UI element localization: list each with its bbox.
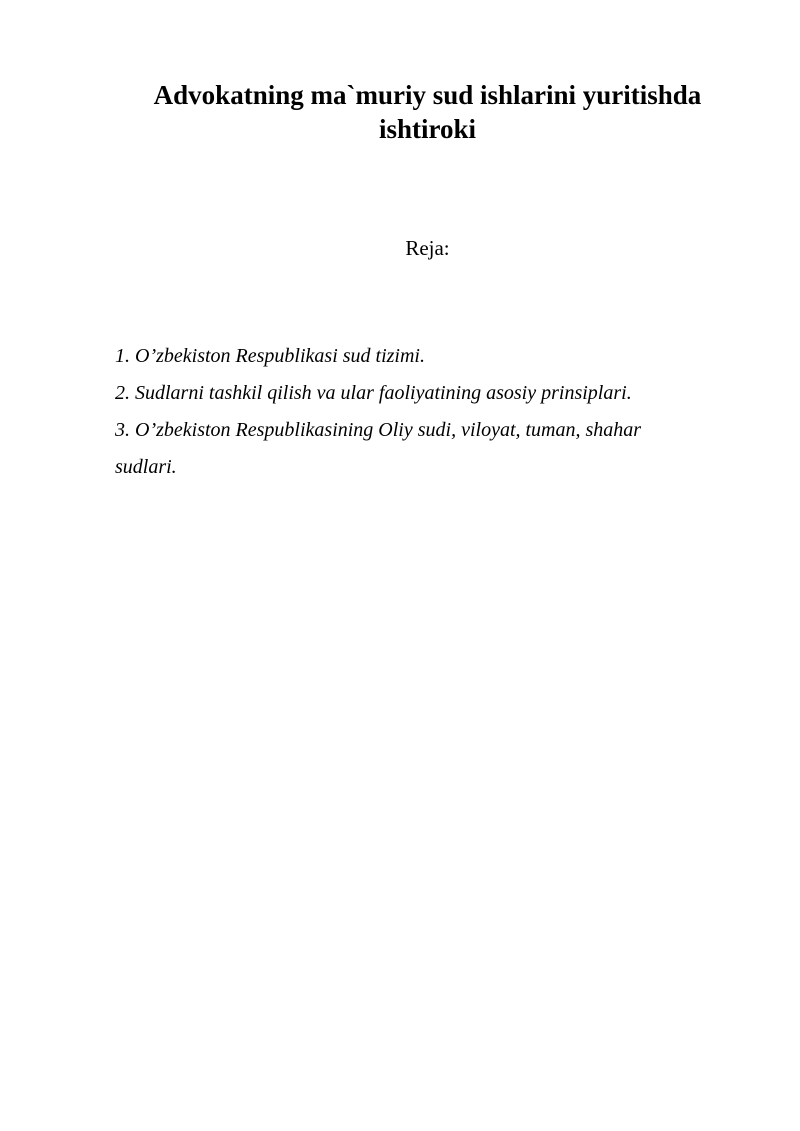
plan-heading: Reja: — [405, 236, 450, 260]
plan-item: 3. O’zbekiston Respublikasining Oliy sudi, viloyat, tuman, shahar — [115, 419, 642, 441]
plan-item: 1. O’zbekiston Respublikasi sud tizimi. — [115, 345, 425, 367]
plan-item: 2. Sudlarni tashkil qilish va ular faoliyatining asosiy prinsiplari. — [115, 382, 632, 404]
document-title — [115, 78, 740, 146]
plan-item-continuation: sudlari. — [115, 456, 177, 478]
title-line-2: ishtiroki — [378, 114, 477, 144]
plan-list — [115, 338, 715, 486]
title-line-1: Advokatning ma`muriy sud ishlarini yuritishda — [153, 80, 702, 110]
